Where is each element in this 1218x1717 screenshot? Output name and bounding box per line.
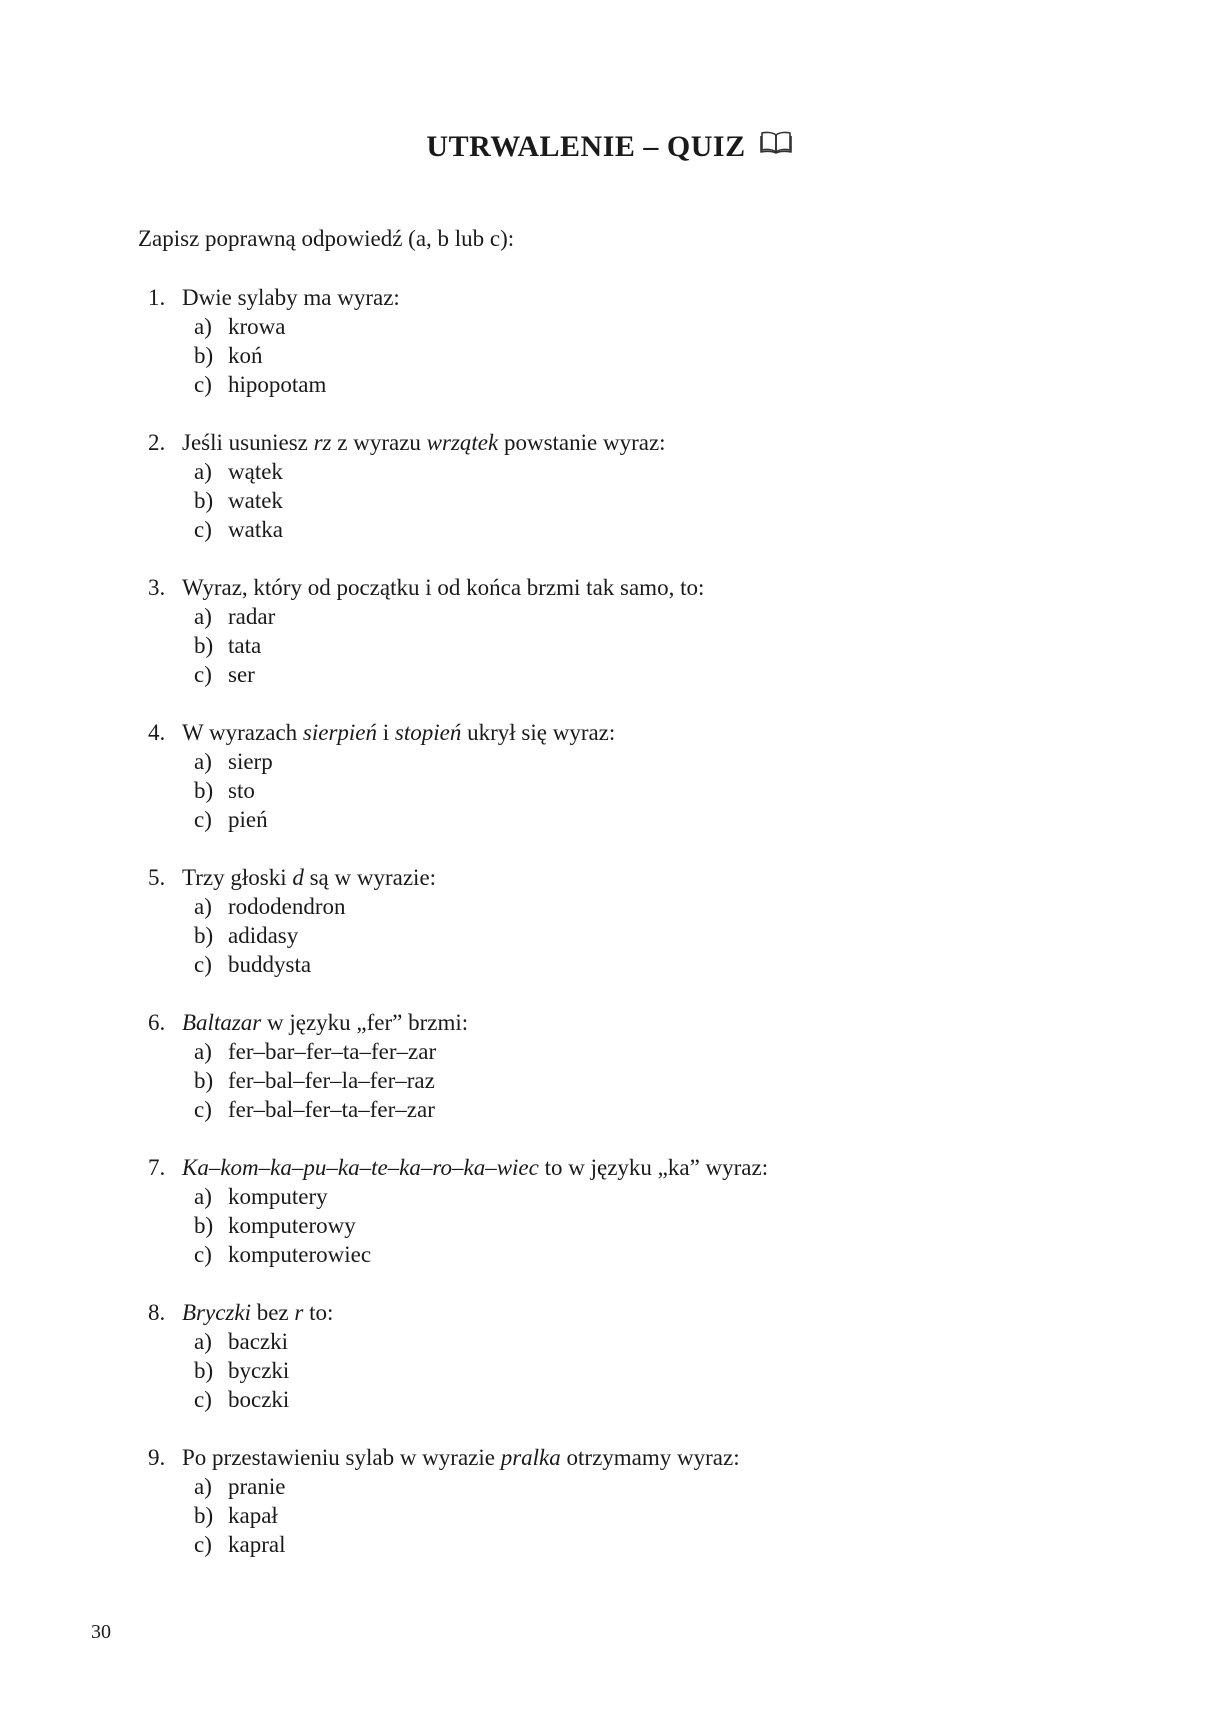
question-text-segment: Trzy głoski [182, 865, 293, 890]
question-item [148, 1153, 1148, 1269]
option-text: tata [228, 633, 262, 658]
option-text: hipopotam [228, 372, 327, 397]
option-text: baczki [228, 1329, 289, 1354]
answer-option [194, 1356, 1148, 1385]
option-letter: c) [194, 662, 212, 687]
question-text [182, 1300, 333, 1325]
question-text-italic: d [292, 865, 304, 890]
question-text [182, 1010, 468, 1035]
answer-option [194, 631, 1148, 660]
option-letter: c) [194, 807, 212, 832]
question-line [148, 573, 1148, 602]
option-letter: b) [194, 1358, 214, 1383]
question-text [182, 285, 400, 310]
option-letter: b) [194, 488, 214, 513]
question-item [148, 1443, 1148, 1559]
question-text-italic: wrzątek [426, 430, 499, 455]
question-text-segment: Wyraz, który od początku i od końca brzmi tak samo, to: [182, 575, 705, 600]
question-line [148, 428, 1148, 457]
question-text-italic: sierpień [302, 720, 378, 745]
option-text: adidasy [228, 923, 299, 948]
question-text-italic: Ka–kom–ka–pu–ka–te–ka–ro–ka–wiec [182, 1155, 539, 1180]
question-line [148, 1153, 1148, 1182]
question-text-segment: i [377, 720, 395, 745]
question-number: 5. [148, 865, 166, 890]
question-text-segment: z wyrazu [331, 430, 427, 455]
question-line [148, 1443, 1148, 1472]
question-line [148, 718, 1148, 747]
question-line [148, 1298, 1148, 1327]
option-text: sierp [228, 749, 273, 774]
question-text-segment: powstanie wyraz: [498, 430, 666, 455]
option-text: komputerowiec [228, 1242, 372, 1267]
option-letter: b) [194, 778, 214, 803]
answer-option [194, 1095, 1148, 1124]
answer-option [194, 1472, 1148, 1501]
question-number: 8. [148, 1300, 166, 1325]
option-list [148, 1472, 1148, 1559]
option-letter: b) [194, 1213, 214, 1238]
answer-option [194, 1037, 1148, 1066]
question-text-segment: W wyrazach [182, 720, 303, 745]
answer-option [194, 1182, 1148, 1211]
question-text-segment: otrzymamy wyraz: [560, 1445, 740, 1470]
question-text [182, 430, 666, 455]
answer-option [194, 1211, 1148, 1240]
question-text-segment: Dwie sylaby ma wyraz: [182, 285, 400, 310]
question-text-italic: Baltazar [182, 1010, 262, 1035]
option-text: koń [228, 343, 263, 368]
answer-option [194, 776, 1148, 805]
question-text-italic: Bryczki [182, 1300, 251, 1325]
option-letter: b) [194, 1503, 214, 1528]
question-text-segment: to w języku „ka” wyraz: [538, 1155, 769, 1180]
option-text: sto [228, 778, 255, 803]
option-letter: c) [194, 1387, 212, 1412]
question-line [148, 863, 1148, 892]
page-title-text: UTRWALENIE – QUIZ [426, 130, 746, 164]
page-number: 30 [91, 1621, 111, 1643]
question-text [182, 865, 436, 890]
question-text [182, 1155, 768, 1180]
option-letter: a) [194, 1039, 212, 1064]
question-number: 1. [148, 285, 166, 310]
option-text: fer–bar–fer–ta–fer–zar [228, 1039, 437, 1064]
option-letter: c) [194, 952, 212, 977]
option-text: watek [228, 488, 283, 513]
question-item [148, 1298, 1148, 1414]
answer-option [194, 1385, 1148, 1414]
option-letter: c) [194, 517, 212, 542]
question-item [148, 573, 1148, 689]
option-text: pień [228, 807, 268, 832]
answer-option [194, 660, 1148, 689]
answer-option [194, 1066, 1148, 1095]
answer-option [194, 312, 1148, 341]
answer-option [194, 950, 1148, 979]
option-letter: b) [194, 633, 214, 658]
option-letter: a) [194, 894, 212, 919]
question-item [148, 283, 1148, 399]
answer-option [194, 1327, 1148, 1356]
answer-option [194, 370, 1148, 399]
option-text: kapał [228, 1503, 278, 1528]
question-number: 7. [148, 1155, 166, 1180]
question-line [148, 283, 1148, 312]
option-list [148, 892, 1148, 979]
option-text: buddysta [228, 952, 312, 977]
answer-option [194, 747, 1148, 776]
option-letter: a) [194, 1329, 212, 1354]
option-list [148, 1327, 1148, 1414]
option-text: krowa [228, 314, 286, 339]
option-letter: b) [194, 1068, 214, 1093]
option-text: komputery [228, 1184, 328, 1209]
option-letter: a) [194, 1184, 212, 1209]
question-text-italic: r [294, 1300, 304, 1325]
option-text: radar [228, 604, 276, 629]
option-letter: c) [194, 1532, 212, 1557]
open-book-icon [760, 128, 792, 162]
question-number: 2. [148, 430, 166, 455]
option-letter: b) [194, 923, 214, 948]
option-letter: a) [194, 1474, 212, 1499]
answer-option [194, 457, 1148, 486]
question-text-segment: Jeśli usuniesz [182, 430, 314, 455]
answer-option [194, 892, 1148, 921]
question-text-segment: to: [303, 1300, 334, 1325]
option-text: komputerowy [228, 1213, 356, 1238]
answer-option [194, 602, 1148, 631]
option-letter: b) [194, 343, 214, 368]
question-text [182, 575, 704, 600]
answer-option [194, 1530, 1148, 1559]
question-item [148, 718, 1148, 834]
question-text-segment: Po przestawieniu sylab w wyrazie [182, 1445, 501, 1470]
question-text-segment: w języku „fer” brzmi: [261, 1010, 469, 1035]
question-number: 3. [148, 575, 166, 600]
option-list [148, 312, 1148, 399]
question-text [182, 720, 615, 745]
question-item [148, 428, 1148, 544]
option-text: rododendron [228, 894, 346, 919]
question-item [148, 1008, 1148, 1124]
option-list [148, 747, 1148, 834]
option-text: pranie [228, 1474, 286, 1499]
answer-option [194, 1501, 1148, 1530]
option-text: fer–bal–fer–la–fer–raz [228, 1068, 435, 1093]
question-text-italic: pralka [500, 1445, 561, 1470]
question-item [148, 863, 1148, 979]
answer-option [194, 1240, 1148, 1269]
question-list [148, 283, 1148, 1588]
option-letter: c) [194, 1242, 212, 1267]
instruction-text: Zapisz poprawną odpowiedź (a, b lub c): [138, 226, 515, 251]
option-text: ser [228, 662, 255, 687]
question-text-segment: ukrył się wyraz: [461, 720, 616, 745]
option-letter: c) [194, 372, 212, 397]
option-list [148, 457, 1148, 544]
option-text: boczki [228, 1387, 290, 1412]
option-letter: c) [194, 1097, 212, 1122]
option-letter: a) [194, 459, 212, 484]
question-text-segment: bez [250, 1300, 295, 1325]
answer-option [194, 921, 1148, 950]
answer-option [194, 341, 1148, 370]
question-number: 4. [148, 720, 166, 745]
question-text [182, 1445, 740, 1470]
question-line [148, 1008, 1148, 1037]
option-letter: a) [194, 604, 212, 629]
option-letter: a) [194, 749, 212, 774]
page-title [0, 128, 1218, 164]
option-text: kapral [228, 1532, 286, 1557]
option-list [148, 1182, 1148, 1269]
option-text: watka [228, 517, 283, 542]
answer-option [194, 486, 1148, 515]
option-text: fer–bal–fer–ta–fer–zar [228, 1097, 435, 1122]
answer-option [194, 515, 1148, 544]
option-list [148, 602, 1148, 689]
question-text-italic: rz [313, 430, 332, 455]
answer-option [194, 805, 1148, 834]
option-list [148, 1037, 1148, 1124]
question-text-italic: stopień [394, 720, 462, 745]
option-text: wątek [228, 459, 283, 484]
question-text-segment: są w wyrazie: [303, 865, 437, 890]
question-number: 6. [148, 1010, 166, 1035]
question-number: 9. [148, 1445, 166, 1470]
option-text: byczki [228, 1358, 290, 1383]
option-letter: a) [194, 314, 212, 339]
